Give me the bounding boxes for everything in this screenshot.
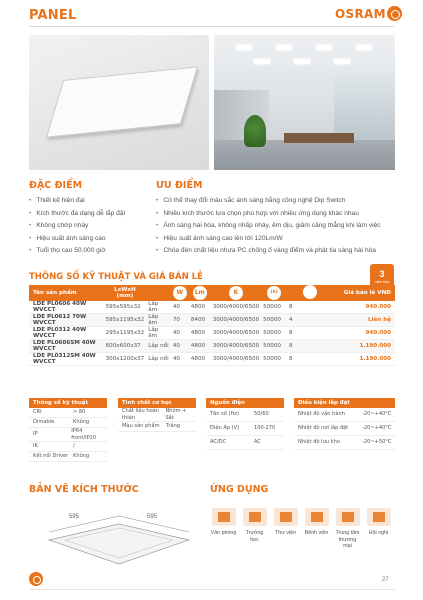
col-header-kelvin <box>211 285 261 301</box>
tech-row <box>294 408 395 422</box>
cell-price: 940.000 <box>365 304 391 310</box>
tech-box-title: Thông số kỹ thuật <box>29 398 107 408</box>
tech-box-power <box>206 398 284 450</box>
cell-mount: Lắp nổi <box>148 343 169 349</box>
cell-life: 50000 <box>263 317 281 323</box>
cell-watt: 40 <box>172 356 180 362</box>
office-scene-photo <box>214 35 395 170</box>
cell-lumen: 4800 <box>190 330 206 336</box>
feature-item: • Kích thước đa dạng dễ lắp đặt <box>29 208 125 221</box>
application-label: Thư viện <box>275 530 296 536</box>
cell-mount: Lắp âm <box>148 314 159 326</box>
panel-product-photo <box>29 35 209 170</box>
diagram-title: BẢN VẼ KÍCH THƯỚC <box>29 484 139 495</box>
tech-key: Tần số (Hz) <box>210 411 239 418</box>
cell-life: 50000 <box>263 343 281 349</box>
package-icon <box>303 285 317 299</box>
cell-life: 50000 <box>263 304 281 310</box>
cell-pack: 8 <box>289 356 293 362</box>
cell-name: LDE PL0606SM 40W WVCCT <box>33 340 96 352</box>
office-desk <box>284 133 354 143</box>
table-row <box>29 314 395 327</box>
tech-value: IP64 front/IP20 <box>71 428 97 441</box>
advantage-item: • Hiệu suất ánh sáng cao lên tới 120Lm/W <box>156 233 381 246</box>
plant-icon <box>244 115 266 147</box>
cell-life: 50000 <box>263 356 281 362</box>
cell-pack: 8 <box>289 343 293 349</box>
application-label: Hội nghị <box>368 530 389 536</box>
watt-icon: W <box>173 286 187 300</box>
tech-row <box>294 436 395 450</box>
tech-value: 50/60 <box>254 411 269 418</box>
cell-pack: 8 <box>289 330 293 336</box>
kelvin-icon: K <box>229 286 243 300</box>
ceiling-light <box>236 45 252 50</box>
spec-price-table <box>29 285 395 366</box>
footer-divider <box>29 589 395 590</box>
bulb-icon <box>387 6 402 21</box>
tech-key: AC/DC <box>210 439 227 446</box>
cell-lumen: 4800 <box>190 304 206 310</box>
product-photos <box>29 35 395 170</box>
ceiling-light <box>316 45 332 50</box>
cell-name: LDE PL0312SM 40W WVCCT <box>33 353 96 365</box>
application-item <box>334 508 361 550</box>
application-item <box>365 508 392 550</box>
tech-key: Nhiệt độ lưu kho <box>298 439 340 446</box>
applications-title: ỨNG DỤNG <box>210 484 269 495</box>
cell-dims: 295x1195x32 <box>105 330 145 336</box>
led-panel-shape <box>46 66 198 137</box>
application-item <box>303 508 330 550</box>
cell-lumen: 8400 <box>190 317 206 323</box>
cell-pack: 8 <box>289 304 293 310</box>
spec-title: THÔNG SỐ KỸ THUẬT VÀ GIÁ BÁN LẺ <box>29 272 203 282</box>
cell-kelvin: 3000/4000/6500 <box>212 304 260 310</box>
application-label: Bệnh viện <box>304 530 329 536</box>
feature-item: • Tuổi thọ cao 50.000 giờ <box>29 245 125 258</box>
tech-box-install <box>294 398 395 450</box>
page-title: PANEL <box>29 8 77 23</box>
applications-section <box>210 478 395 573</box>
advantage-item: • Ánh sáng hài hòa, không nhấp nháy, êm dịu, giảm căng thẳng khi làm việc <box>156 220 381 233</box>
brand-logo <box>335 6 402 21</box>
cell-dims: 600x600x37 <box>105 343 141 349</box>
tech-row <box>206 422 284 436</box>
page-header <box>0 0 423 28</box>
tech-row <box>206 408 284 422</box>
tech-key: Nhiệt độ vận hành <box>298 411 345 418</box>
col-header-pack <box>287 285 334 301</box>
dimension-drawing-section <box>29 478 199 573</box>
tech-row <box>29 408 107 418</box>
cell-name: LDE PL0312 40W WVCCT <box>33 327 87 339</box>
tech-box-title: Tính chất cơ học <box>118 398 196 408</box>
application-item <box>210 508 237 550</box>
tech-row <box>29 452 107 462</box>
tech-row <box>294 422 395 436</box>
office-floor <box>214 140 395 170</box>
cell-price: 1.190.000 <box>359 356 391 362</box>
cell-price: 1.190.000 <box>359 343 391 349</box>
tech-box-general <box>29 398 107 462</box>
cell-kelvin: 3000/4000/6500 <box>212 330 260 336</box>
col-header-dims: LxWxH (mm) <box>114 287 136 299</box>
tech-row <box>206 436 284 450</box>
tech-key: IK <box>33 443 38 450</box>
dimension-label-a: 595 <box>69 514 80 520</box>
tech-value: Không <box>73 453 90 460</box>
tech-row <box>29 428 107 442</box>
table-header-row <box>29 285 395 301</box>
cell-name: LDE PL0606 40W WVCCT <box>33 301 87 313</box>
cell-watt: 40 <box>172 304 180 310</box>
tech-row <box>29 442 107 452</box>
brand-name: OSRAM <box>335 6 386 21</box>
cell-kelvin: 3000/4000/6500 <box>212 343 260 349</box>
tech-key: CRI <box>33 409 42 416</box>
office-icon <box>212 508 236 526</box>
application-item <box>241 508 268 550</box>
cell-dims: 595x595x32 <box>105 304 141 310</box>
cell-watt: 70 <box>172 317 180 323</box>
cell-name: LDE PL0612 70W WVCCT <box>33 314 87 326</box>
table-row <box>29 353 395 366</box>
conference-icon <box>367 508 391 526</box>
ceiling-light <box>334 59 350 64</box>
features-title: ĐẶC ĐIỂM <box>29 180 83 191</box>
tech-row <box>118 408 196 422</box>
advantage-item: • Nhiều kích thước lựa chọn phù hợp với nhiều ứng dụng khác nhau <box>156 208 381 221</box>
lumen-icon: Lm <box>193 286 207 300</box>
tech-value: -20~+40°C <box>362 411 392 418</box>
cell-kelvin: 3000/4000/6500 <box>212 356 260 362</box>
ceiling-light <box>276 45 292 50</box>
cell-price: 940.000 <box>365 330 391 336</box>
ceiling-light <box>254 59 270 64</box>
cell-mount: Lắp âm <box>148 301 159 313</box>
application-label: Trường học <box>245 530 264 543</box>
cell-lumen: 4800 <box>190 343 206 349</box>
feature-item: • Thiết kế hiện đại <box>29 195 125 208</box>
library-icon <box>274 508 298 526</box>
cell-mount: Lắp nổi <box>148 356 169 362</box>
cell-dims: 300x1200x37 <box>105 356 145 362</box>
col-header-watt <box>171 285 189 301</box>
ceiling-light <box>294 59 310 64</box>
cell-life: 50000 <box>263 330 281 336</box>
tech-key: Màu sản phẩm <box>122 423 160 430</box>
tech-key: Chất liệu hoàn thiện <box>122 408 160 421</box>
tech-box-material <box>118 398 196 432</box>
advantage-item: • Chóa đèn chất liệu nhựa PC chống ố vàng điểm và phát tia sáng hài hòa <box>156 245 381 258</box>
tech-key: Kết nối Driver <box>33 453 69 460</box>
col-header-lumen <box>189 285 211 301</box>
features-list <box>29 195 125 258</box>
tech-row <box>118 422 196 432</box>
cell-watt: 40 <box>172 330 180 336</box>
tech-value: 100-270 <box>254 425 276 432</box>
advantages-title: ƯU ĐIỂM <box>156 180 203 191</box>
cell-kelvin: 3000/4000/6500 <box>212 317 260 323</box>
tech-value: AC <box>254 439 261 446</box>
table-row <box>29 301 395 314</box>
col-header-price: Giá bán lẻ VNĐ <box>343 290 391 296</box>
mall-icon <box>336 508 360 526</box>
cell-mount: Lắp âm <box>148 327 159 339</box>
tech-key: Dimable <box>33 419 55 426</box>
application-item <box>272 508 299 550</box>
warranty-label: năm bảo hành <box>374 280 390 289</box>
cell-dims: 595x1195x32 <box>105 317 145 323</box>
applications-list <box>210 508 396 550</box>
cell-lumen: 4800 <box>190 356 206 362</box>
advantage-item: • Có thể thay đổi màu sắc ánh sáng bằng công nghệ Dip Switch <box>156 195 381 208</box>
tech-box-title: Nguồn điện <box>206 398 284 408</box>
tech-value: > 80 <box>73 409 86 416</box>
tech-value: Không <box>73 419 90 426</box>
header-divider <box>29 26 394 27</box>
tech-value: Nhôm + Sắt <box>165 408 187 421</box>
cell-pack: 4 <box>289 317 293 323</box>
cell-watt: 40 <box>172 343 180 349</box>
application-label: Văn phòng <box>210 530 237 536</box>
tech-key: Nhiệt độ nơi lắp đặt <box>298 425 349 432</box>
tech-value: -20~+40°C <box>362 425 392 432</box>
tech-key: IP <box>33 431 38 438</box>
tech-key: Điện Áp (V) <box>210 425 240 432</box>
tech-row <box>29 418 107 428</box>
warranty-years: 3 <box>379 269 385 279</box>
cell-price: Liên hệ <box>368 317 391 323</box>
col-header-name: Tên sản phẩm <box>33 290 77 296</box>
tech-value: Trắng <box>166 423 181 430</box>
dimension-label-b: 595 <box>147 514 158 520</box>
page-number: 27 <box>382 577 389 583</box>
lifetime-icon: (h) <box>267 286 281 300</box>
tech-value: / <box>73 443 75 450</box>
table-row <box>29 340 395 353</box>
tech-value: -20~+50°C <box>362 439 392 446</box>
table-row <box>29 327 395 340</box>
col-header-mount <box>146 285 171 301</box>
col-header-life <box>261 285 287 301</box>
hospital-icon <box>305 508 329 526</box>
feature-item: • Không chớp nháy <box>29 220 125 233</box>
ceiling-light <box>356 45 372 50</box>
feature-item: • Hiệu suất ánh sáng cao <box>29 233 125 246</box>
tech-box-title: Điều kiện lắp đặt <box>294 398 395 408</box>
dimension-drawing <box>29 502 199 572</box>
application-label: Trung tâm thương mại <box>335 530 360 549</box>
footer-logo-icon <box>29 572 43 586</box>
school-icon <box>243 508 267 526</box>
advantages-list <box>156 195 381 258</box>
